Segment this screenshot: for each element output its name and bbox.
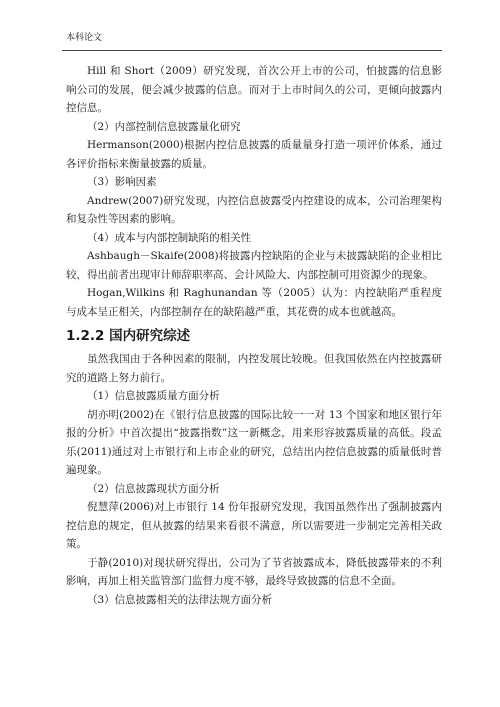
subsection-heading: （1）信息披露质量方面分析 [87, 390, 220, 402]
paragraph: Andrew(2007)研究发现，内控信息披露受内控建设的成本，公司治理架构和复杂性等因素的影响。 [66, 194, 442, 225]
subsection-heading: （2）内部控制信息披露量化研究 [87, 120, 241, 133]
header-divider [62, 50, 442, 51]
subsection-heading: （4）成本与内部控制缺陷的相关性 [87, 231, 252, 244]
section-heading: 1.2.2 国内研究综述 [66, 328, 191, 344]
running-header: 本科论文 [66, 33, 103, 43]
paragraph: 倪慧萍(2006)对上市银行 14 份年报研究发现，我国虽然作出了强制披露内控信息的规定，但从披露的结果来看很不满意，所以需要进一步制定完善相关政策。 [66, 501, 442, 550]
paragraph: 胡亦明(2002)在《银行信息披露的国际比较一一对 13 个国家和地区银行年报的分析》中首次提出“披露指数”这一新概念，用来形容披露质量的高低。段孟乐(2011)通过对上市银行和上市企业的研究，总结出内控信息披露的质量低时普遍现象。 [66, 408, 442, 476]
paragraph: 于静(2010)对现状研究得出，公司为了节省披露成本，降低披露带来的不利影响，再加上相关监管部门监督力度不够，最终导致披露的信息不全面。 [66, 556, 442, 587]
paragraph: 虽然我国由于各种因素的限制，内控发展比较晚。但我国依然在内控披露研究的道路上努力前行。 [66, 353, 442, 384]
subsection-heading: （3）信息披露相关的法律法规方面分析 [87, 593, 273, 606]
paragraph: Hill 和 Short（2009）研究发现，首次公开上市的公司，怕披露的信息影响公司的发展，便会减少披露的信息。而对于上市时间久的公司，更倾向披露内控信息。 [66, 65, 442, 114]
paragraph: Hogan,Wilkins 和 Raghunandan 等（2005）认为：内控缺陷严重程度与成本呈正相关，内部控制存在的缺陷越严重，其花费的成本也就越高。 [66, 287, 442, 318]
paragraph: Ashbaugh－Skaife(2008)将披露内控缺陷的企业与未披露缺陷的企业相比较，得出前者出现审计师辞职率高、会计风险大、内部控制可用资源少的现象。 [66, 250, 442, 281]
subsection-heading: （2）信息披露现状方面分析 [87, 482, 220, 495]
subsection-heading: （3）影响因素 [87, 176, 157, 188]
paragraph: Hermanson(2000)根据内控信息披露的质量量身打造一项评价体系，通过各评价指标来衡量披露的质量。 [66, 139, 442, 170]
document-body [66, 62, 442, 609]
